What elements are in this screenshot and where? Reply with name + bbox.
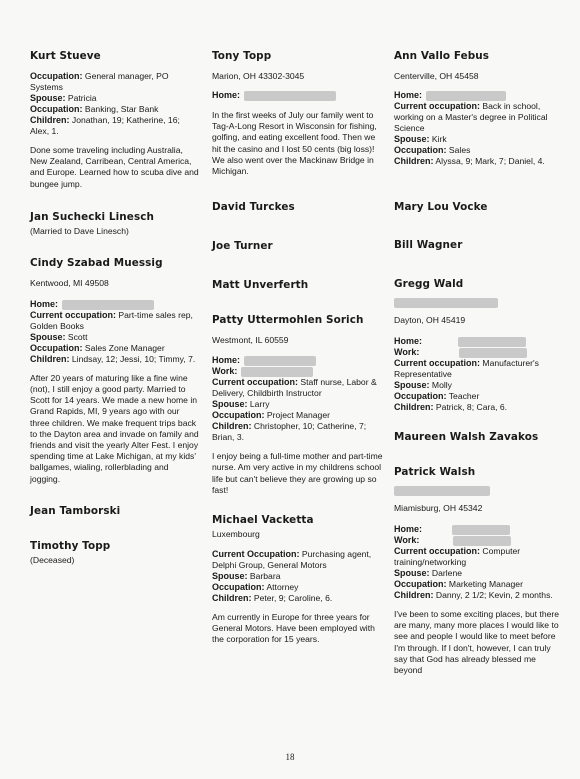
field-label: Home: (30, 298, 59, 309)
city-text: Marion, OH 43302-3045 (212, 71, 305, 81)
entry-mary-lou-vocke (394, 201, 562, 213)
bio-text: I enjoy being a full-time mother and part-time nurse. Am very active in my childrens school life but can't believe they are growing up so fast! (212, 451, 383, 495)
spouse-value: Molly (431, 380, 452, 390)
children-value: Danny, 2 1/2; Kevin, 2 months. (435, 590, 553, 600)
person-name: Tony Topp (212, 50, 272, 62)
field-label: Children: (394, 402, 434, 412)
field-label: Occupation: (394, 145, 447, 155)
person-name: Patty Uttermohlen Sorich (212, 314, 364, 327)
entry-joe-turner (212, 240, 384, 252)
field-label: Spouse: (212, 399, 248, 410)
field-label: Current occupation: (30, 309, 117, 320)
entry-patty-uttermohlen-sorich (212, 314, 384, 496)
entry-jean-tamborski (30, 505, 200, 517)
field-label: Children: (212, 593, 252, 604)
field-label: Current occupation: (212, 377, 299, 388)
city-text: Kentwood, MI 49508 (30, 277, 109, 288)
redacted-phone (458, 337, 526, 347)
current-occupation-value: Purchasing agent, Delphi Group, General Motors (212, 549, 372, 571)
person-name: Patrick Walsh (394, 466, 476, 478)
field-label: Work: (212, 366, 238, 377)
person-name: Joe Turner (212, 240, 273, 253)
person-name: David Turckes (212, 201, 295, 214)
spouse-value: Barbara (249, 571, 281, 582)
field-label: Home: (212, 355, 241, 366)
entry-maureen-walsh-zavakos (394, 431, 562, 443)
current-occupation-value: Manufacturer's Representative (394, 358, 539, 379)
redacted-phone (426, 91, 506, 101)
person-name: Gregg Wald (394, 278, 464, 290)
current-occupation-value: Back in school, working on a Master's degree in Political Science (394, 101, 548, 133)
field-label: Occupation: (394, 579, 447, 589)
column-3 (394, 50, 562, 676)
spouse-value: Patricia (67, 93, 97, 103)
city-text: Westmont, IL 60559 (212, 335, 289, 346)
bio-text: I've been to some exciting places, but there are many, many more places I would like to see and people I would like to meet before I'm through. If I don't, however, I can truly say that God has already blessed me beyond (394, 609, 560, 676)
city-text: Miamisburg, OH 45342 (394, 503, 483, 513)
field-label: Spouse: (394, 380, 430, 390)
entry-jan-suchecki-linesch (30, 211, 200, 237)
city-text: Luxembourg (212, 529, 260, 540)
entry-patrick-walsh (394, 466, 562, 676)
field-label: Home: (394, 90, 423, 100)
bio-text: After 20 years of maturing like a fine wine (not), I still enjoy a good party. Married to Scott for 14 years. We made a new home in Grand Rapids, MI, 9 years ago with our three children. We make frequent trips back to the Dayton area and invade on family and friends and visit the yearly Alter Fest. I enjoy spending time at Lake Michigan, at my kids' ballgames, wialing, rollerblading and jogging. (30, 372, 199, 484)
field-label: Occupation: (212, 410, 265, 421)
children-value: Jonathan, 19; Katherine, 16; Alex, 1. (30, 115, 180, 136)
spouse-occupation-value: Banking, Star Bank (84, 104, 159, 114)
spouse-value: Scott (67, 331, 88, 342)
field-label: Current occupation: (394, 101, 481, 111)
field-label: Work: (394, 535, 420, 545)
field-label: Occupation: (212, 582, 265, 593)
current-occupation-value: Staff nurse, Labor & Delivery, Childbirth Instructor (212, 377, 377, 399)
entry-michael-vacketta (212, 514, 384, 646)
redacted-phone (244, 356, 316, 366)
redacted-phone (62, 300, 154, 310)
spouse-value: Kirk (431, 134, 447, 144)
field-label: Work: (394, 347, 420, 357)
redacted-street (394, 294, 562, 312)
spouse-occupation-value: Teacher (448, 391, 480, 401)
person-name: Michael Vacketta (212, 514, 314, 527)
children-value: Lindsay, 12; Jessi, 10; Timmy, 7. (71, 353, 196, 364)
field-label: Home: (212, 90, 241, 100)
field-label: Spouse: (212, 571, 248, 582)
entry-kurt-stueve (30, 50, 200, 190)
children-value: Patrick, 8; Cara, 6. (435, 402, 508, 412)
field-label: Children: (394, 590, 434, 600)
field-label: Children: (212, 421, 252, 432)
entry-tony-topp (212, 50, 384, 177)
entry-timothy-topp (30, 540, 200, 566)
spouse-occupation-value: Project Manager (266, 410, 330, 421)
field-label: Occupation: (30, 342, 83, 353)
entry-ann-vallo-febus (394, 50, 562, 167)
field-label: Children: (394, 156, 434, 166)
field-label: Spouse: (30, 93, 66, 103)
bio-text: Am currently in Europe for three years for General Motors. Have been employed with the corporation for 15 years. (212, 612, 375, 645)
city-text: Centerville, OH 45458 (394, 71, 479, 81)
field-label: Occupation: (394, 391, 447, 401)
person-name: Jean Tamborski (30, 504, 121, 517)
field-label: Current occupation: (394, 358, 481, 368)
field-label: Home: (394, 524, 423, 534)
field-label: Occupation: (30, 71, 83, 81)
entry-cindy-szabad-muessig (30, 257, 200, 485)
field-label: Spouse: (30, 331, 66, 342)
field-label: Current Occupation: (212, 549, 300, 560)
spouse-occupation-value: Attorney (266, 582, 299, 593)
redacted-phone (244, 91, 336, 101)
redacted-phone (241, 367, 313, 377)
city-text: Dayton, OH 45419 (394, 315, 466, 325)
spouse-occupation-value: Sales Zone Manager (84, 342, 165, 353)
field-label: Occupation: (30, 104, 83, 114)
person-name: Maureen Walsh Zavakos (394, 431, 539, 443)
children-value: Alyssa, 9; Mark, 7; Daniel, 4. (435, 156, 545, 166)
field-label: Current occupation: (394, 546, 481, 556)
entry-gregg-wald (394, 278, 562, 413)
column-2 (212, 50, 384, 646)
note-text: (Deceased) (30, 554, 75, 565)
note-text: (Married to Dave Linesch) (30, 225, 129, 236)
redacted-phone (459, 348, 527, 358)
spouse-occupation-value: Marketing Manager (448, 579, 523, 589)
field-label: Spouse: (394, 568, 430, 578)
person-name: Matt Unverferth (212, 279, 309, 292)
person-name: Cindy Szabad Muessig (30, 256, 163, 269)
redacted-street (394, 482, 562, 500)
page-number: 18 (285, 752, 295, 762)
redacted-phone (452, 525, 510, 535)
children-value: Peter, 9; Caroline, 6. (253, 593, 333, 604)
children-value: Christopher, 10; Catherine, 7; Brian, 3. (212, 421, 367, 443)
entry-bill-wagner (394, 239, 562, 251)
person-name: Timothy Topp (30, 539, 111, 552)
current-occupation-value: Computer training/networking (394, 546, 521, 567)
field-label: Children: (30, 353, 70, 364)
bio-text: In the first weeks of July our family went to Tag-A-Long Resort in Wisconsin for fishing, golfing, and eating excellent food. Then we hit the casino and I lost 50 cents (big loss)! We also went over the Mackinaw Bridge in Michigan. (212, 110, 377, 177)
person-name: Mary Lou Vocke (394, 201, 488, 213)
entry-david-turckes (212, 201, 384, 213)
person-name: Jan Suchecki Linesch (30, 210, 154, 223)
field-label: Spouse: (394, 134, 430, 144)
redacted-phone (453, 536, 511, 546)
spouse-value: Darlene (431, 568, 463, 578)
person-name: Bill Wagner (394, 239, 463, 251)
spouse-value: Larry (249, 399, 270, 410)
person-name: Kurt Stueve (30, 50, 101, 62)
column-1 (30, 50, 200, 568)
occupation-value: General manager, PO Systems (30, 71, 169, 92)
bio-text: Done some traveling including Australia, New Zealand, Carribean, Central America, and Europe. Learned how to scuba dive and bungee jump. (30, 145, 199, 189)
field-label: Home: (394, 336, 423, 346)
current-occupation-value: Part-time sales rep, Golden Books (30, 309, 193, 331)
person-name: Ann Vallo Febus (394, 50, 490, 62)
spouse-occupation-value: Sales (448, 145, 471, 155)
field-label: Children: (30, 115, 70, 125)
entry-matt-unverferth (212, 279, 384, 291)
